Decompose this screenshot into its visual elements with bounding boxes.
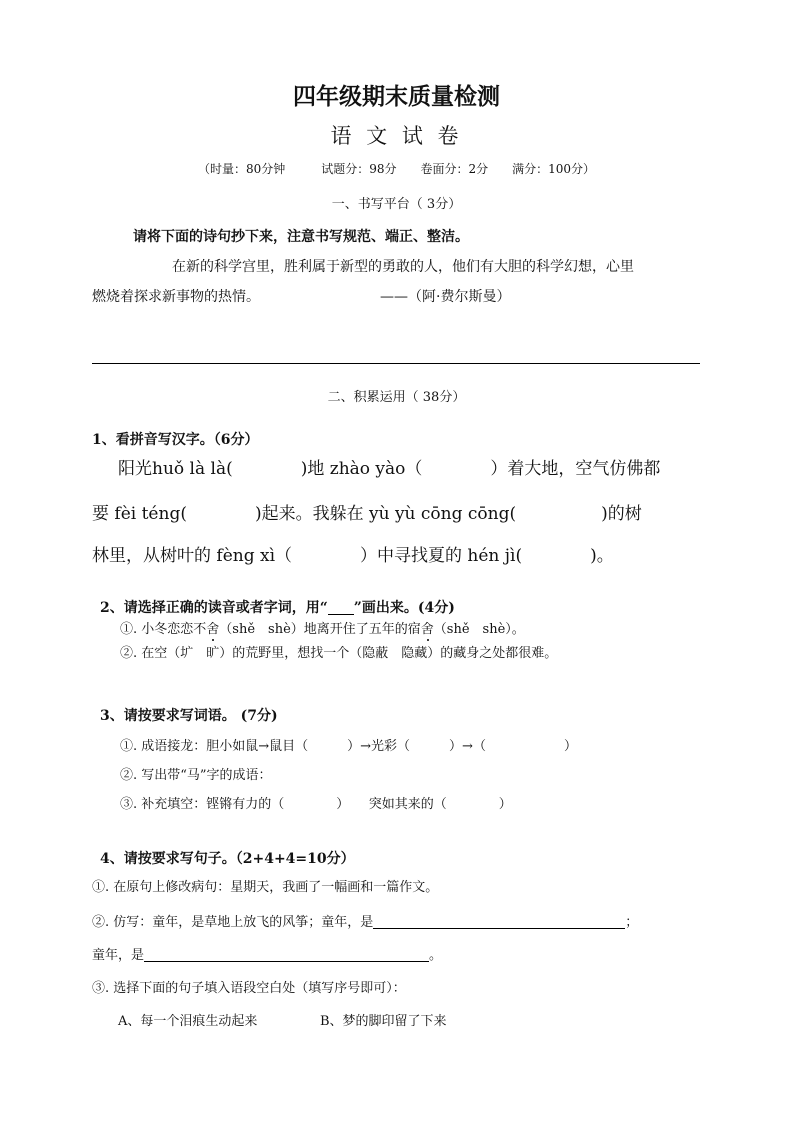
- q2-item-1-text: （shě shè）。: [433, 622, 525, 637]
- q2-item-1-text: （shě shè）地离开住了五年的宿: [219, 622, 421, 637]
- answer-blank[interactable]: [144, 948, 429, 962]
- q4-item-1: ①. 在原句上修改病句：星期天，我画了一幅画和一篇作文。: [92, 880, 439, 895]
- writing-line: [92, 363, 700, 364]
- q2-title: [100, 600, 455, 615]
- q3-title: 3、请按要求写词语。 (7分): [100, 708, 278, 724]
- option-b: B、梦的脚印留了下来: [320, 1014, 447, 1029]
- section1-instruction: 请将下面的诗句抄下来，注意书写规范、端正、整洁。: [133, 229, 469, 245]
- q1-line-3: 林里，从树叶的 fèng xì（ ）中寻找夏的 hén jì( )。: [92, 546, 614, 566]
- q4-item-2a-text: ②. 仿写：童年，是草地上放飞的风筝；童年，是: [92, 915, 374, 930]
- option-a: A、每一个泪痕生动起来: [118, 1014, 258, 1029]
- q2-item-2: ②. 在空（圹 旷）的荒野里，想找一个（隐蔽 隐藏）的藏身之处都很难。: [120, 646, 558, 661]
- q2-item-1-text: ①. 小冬恋恋不: [120, 622, 207, 637]
- q3-item-3: ③. 补充填空：铿锵有力的（ ） 突如其来的（ ）: [120, 797, 512, 812]
- q3-item-1: ①. 成语接龙：胆小如鼠→鼠目（ ）→光彩（ ）→（ ）: [120, 739, 577, 754]
- q2-title-pre: 2、请选择正确的读音或者字词，用“: [100, 600, 328, 616]
- page-subtitle: 语 文 试 卷: [330, 124, 463, 148]
- page-title: 四年级期末质量检测: [293, 84, 500, 110]
- q4-item-2b-text: 童年，是: [92, 948, 145, 963]
- q3-item-2: ②. 写出带“马”字的成语：: [120, 768, 272, 783]
- poem-attribution: ——（阿·费尔斯曼）: [380, 289, 511, 305]
- punct: 。: [429, 948, 443, 963]
- exam-meta: （时量：80分钟 试题分：98分 卷面分：2分 满分：100分）: [197, 162, 596, 176]
- q2-item-1: [120, 623, 525, 636]
- q1-line-1: 阳光huǒ là là( )地 zhào yào（ ）着大地，空气仿佛都: [118, 459, 661, 479]
- q4-title: 4、请按要求写句子。（2+4+4=10分）: [100, 851, 355, 867]
- section1-heading: 一、书写平台（ 3分）: [331, 197, 462, 212]
- q1-line-2: 要 fèi téng( )起来。我躲在 yù yù cōng cōng( )的树: [92, 504, 642, 524]
- answer-blank[interactable]: [373, 915, 625, 929]
- q4-item-3: ③. 选择下面的句子填入语段空白处（填写序号即可）：: [92, 981, 406, 996]
- section2-heading: 二、积累运用（ 38分）: [327, 390, 466, 405]
- punct: ；: [625, 915, 639, 930]
- q4-item-2a: [92, 915, 638, 929]
- poem-line-2: 燃烧着探求新事物的热情。: [92, 289, 260, 305]
- q4-item-2b: [92, 948, 442, 962]
- q2-title-post: ”画出来。(4分): [353, 600, 455, 616]
- dotted-char: 舍: [420, 622, 434, 637]
- dotted-char: 舍: [206, 622, 220, 637]
- underline-sample: [328, 600, 354, 615]
- poem-line-1: 在新的科学宫里，胜利属于新型的勇敢的人，他们有大胆的科学幻想，心里: [172, 259, 634, 275]
- q1-title: 1、看拼音写汉字。（6分）: [92, 432, 259, 448]
